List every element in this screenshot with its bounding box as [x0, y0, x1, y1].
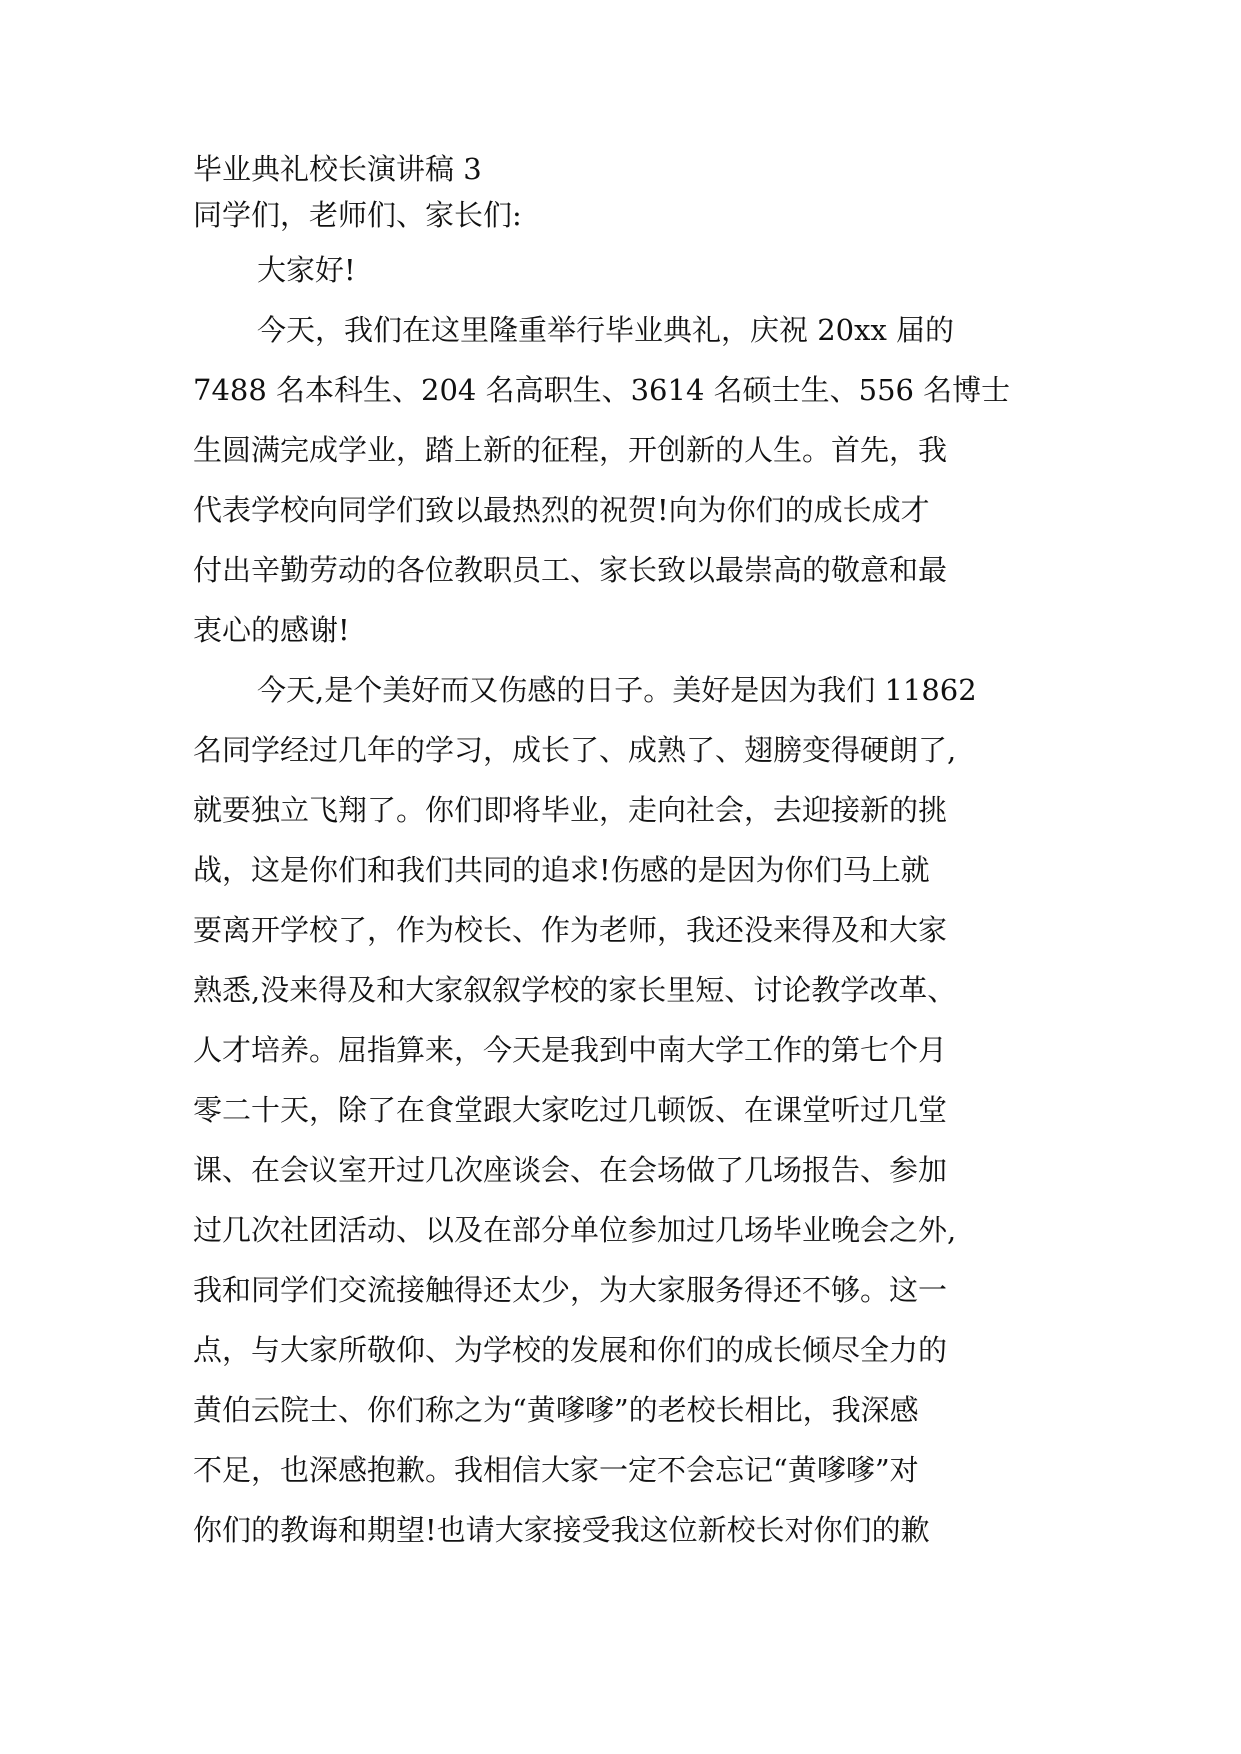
paragraph-1-line: 代表学校向同学们致以最热烈的祝贺!向为你们的成长成才 — [193, 493, 930, 527]
paragraph-1-line: 今天，我们在这里隆重举行毕业典礼，庆祝 20xx 届的 — [257, 313, 955, 347]
paragraph-2-line: 要离开学校了，作为校长、作为老师，我还没来得及和大家 — [193, 913, 948, 947]
paragraph-2-line: 战，这是你们和我们共同的追求!伤感的是因为你们马上就 — [193, 853, 930, 887]
greeting: 大家好! — [257, 253, 356, 287]
paragraph-2-line: 零二十天，除了在食堂跟大家吃过几顿饭、在课堂听过几堂 — [193, 1093, 948, 1127]
paragraph-2-line: 人才培养。屈指算来，今天是我到中南大学工作的第七个月 — [193, 1033, 948, 1067]
paragraph-2-line: 黄伯云院士、你们称之为“黄嗲嗲”的老校长相比，我深感 — [193, 1393, 919, 1427]
paragraph-1-line: 付出辛勤劳动的各位教职员工、家长致以最崇高的敬意和最 — [193, 553, 948, 587]
paragraph-1-line: 生圆满完成学业，踏上新的征程，开创新的人生。首先，我 — [193, 433, 948, 467]
paragraph-2-line: 今天,是个美好而又伤感的日子。美好是因为我们 11862 — [257, 673, 977, 707]
paragraph-1-line: 7488 名本科生、204 名高职生、3614 名硕士生、556 名博士 — [193, 373, 1011, 407]
paragraph-2-line: 点，与大家所敬仰、为学校的发展和你们的成长倾尽全力的 — [193, 1333, 948, 1367]
paragraph-2-line: 就要独立飞翔了。你们即将毕业，走向社会，去迎接新的挑 — [193, 793, 948, 827]
paragraph-2-line: 不足，也深感抱歉。我相信大家一定不会忘记“黄嗲嗲”对 — [193, 1453, 919, 1487]
paragraph-2-line: 熟悉,没来得及和大家叙叙学校的家长里短、讨论教学改革、 — [193, 973, 957, 1007]
paragraph-2-line: 课、在会议室开过几次座谈会、在会场做了几场报告、参加 — [193, 1153, 948, 1187]
document-title: 毕业典礼校长演讲稿 3 — [193, 152, 482, 186]
paragraph-2-line: 名同学经过几年的学习，成长了、成熟了、翅膀变得硬朗了, — [193, 733, 957, 767]
paragraph-2-line: 过几次社团活动、以及在部分单位参加过几场毕业晚会之外, — [193, 1213, 957, 1247]
paragraph-2-line: 你们的教诲和期望!也请大家接受我这位新校长对你们的歉 — [193, 1513, 930, 1547]
paragraph-2-line: 我和同学们交流接触得还太少，为大家服务得还不够。这一 — [193, 1273, 948, 1307]
salutation: 同学们，老师们、家长们: — [193, 198, 522, 232]
paragraph-1-line: 衷心的感谢! — [193, 613, 350, 647]
